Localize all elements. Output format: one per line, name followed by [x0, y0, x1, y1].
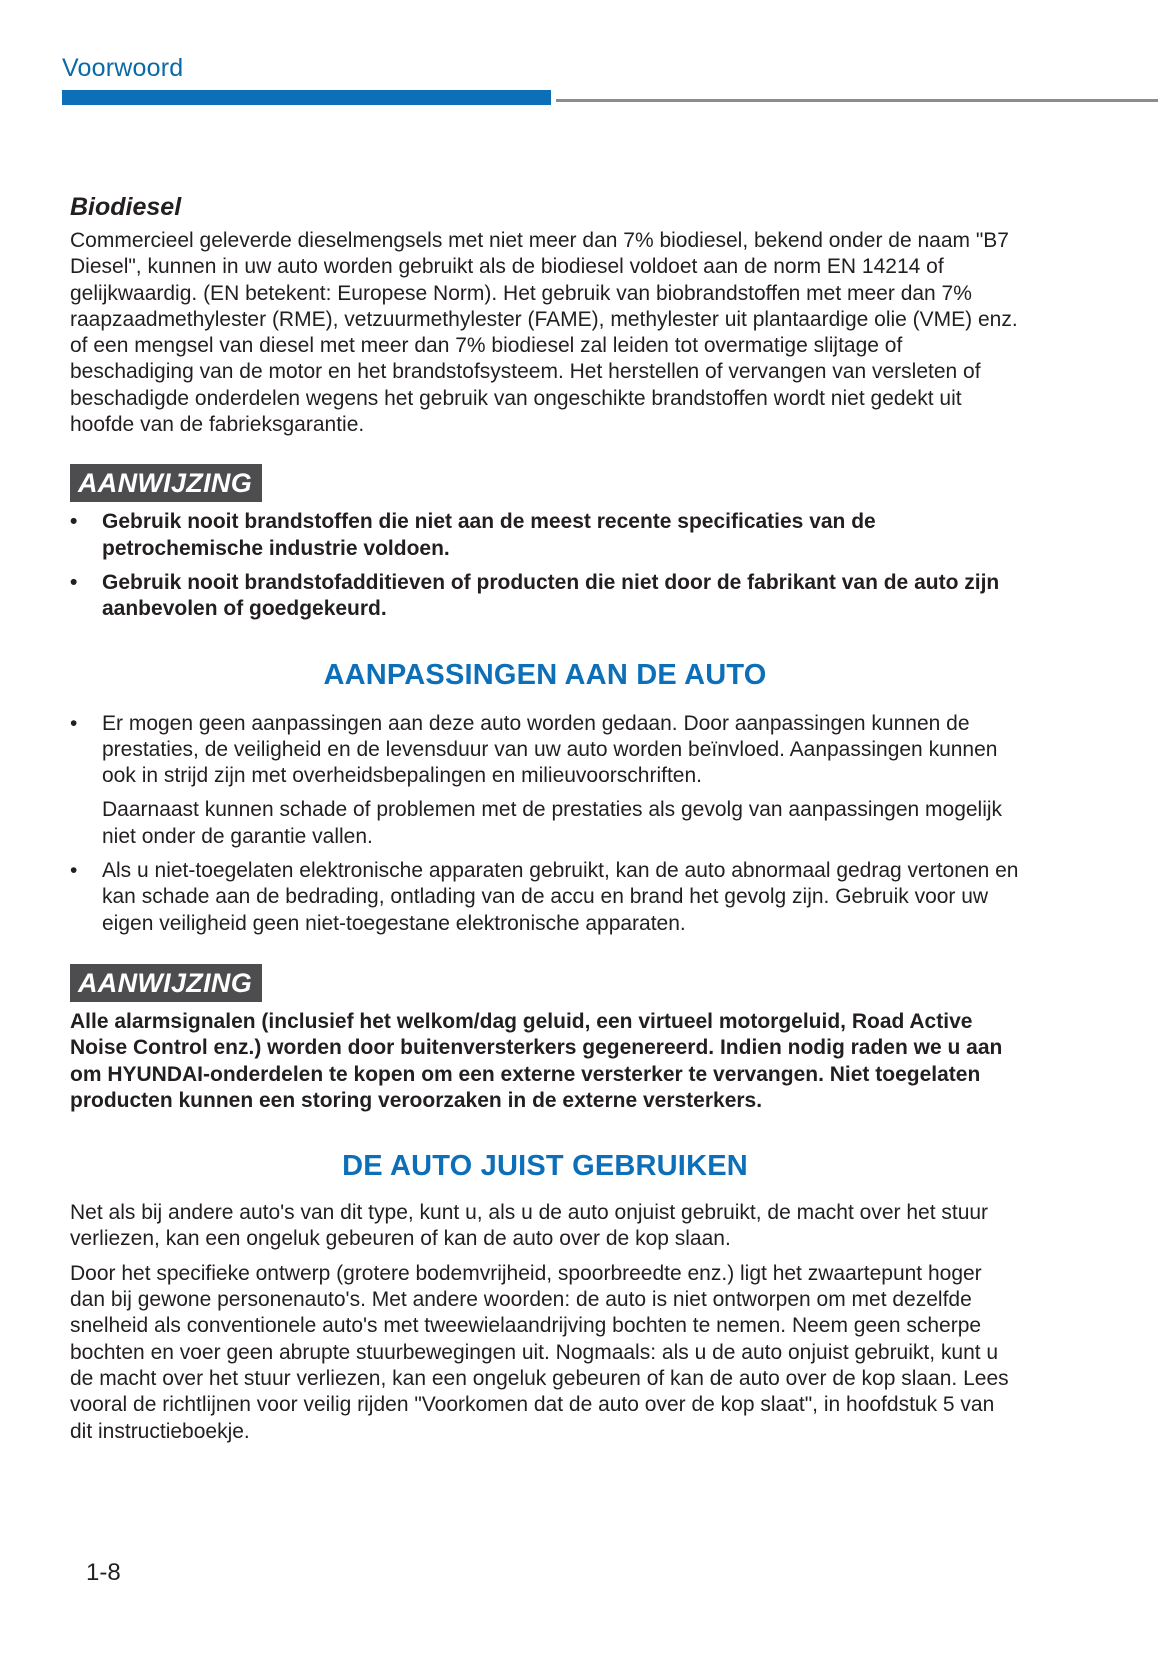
proper-use-paragraph-1: Net als bij andere auto's van dit type, kunt u, als u de auto onjuist gebruikt, de macht over het stuur verliezen, kan een ongeluk gebeuren of kan de auto over de kop slaan. [70, 1201, 989, 1251]
list-item-text: Er mogen geen aanpassingen aan deze auto worden gedaan. Door aanpassingen kunnen de prestaties, de veiligheid en de levensduur van uw auto worden beïnvloed. Aanpassingen kunnen ook in strijd zijn met overheidsbepalingen en milieuvoorschriften. [102, 711, 998, 788]
page-content [70, 192, 1020, 1445]
note-block-fuel [70, 464, 1020, 622]
bullet-icon: • [70, 711, 78, 735]
note-list-item [70, 509, 1020, 562]
list-item [70, 858, 1020, 937]
note-body: Alle alarmsignalen (inclusief het welkom/dag geluid, een virtueel motorgeluid, Road Active Noise Control enz.) worden door buitenversterkers gegenereerd. Indien nodig raden we u aan om HYUNDAI-onderdelen te kopen om een externe versterker te vervangen. Niet toegelaten producten kunnen een storing veroorzaken in de externe versterkers. [70, 1009, 1003, 1112]
biodiesel-section [70, 192, 1020, 438]
section-heading-proper-use: DE AUTO JUIST GEBRUIKEN [342, 1150, 748, 1183]
bullet-icon: • [70, 570, 78, 594]
bullet-icon: • [70, 510, 78, 534]
note-badge: AANWIJZING [70, 964, 262, 1002]
note-list-item [70, 570, 1020, 623]
biodiesel-heading: Biodiesel [70, 193, 182, 221]
note-list [70, 509, 1020, 622]
section-header-title: Voorwoord [62, 54, 184, 82]
biodiesel-body: Commercieel geleverde dieselmengsels met niet meer dan 7% biodiesel, bekend onder de naam "B7 Diesel", kunnen in uw auto worden gebruikt als de biodiesel voldoet aan de norm EN 14214 of gelijkwaardig. (EN betekent: Europese Norm). Het gebruik van biobrandstoffen met meer dan 7% raapzaadmethylester (RME), vetzuurmethylester (FAME), methylester uit plantaardige olie (VME) enz. of een mengsel van diesel met meer dan 7% biodiesel zal leiden tot overmatige slijtage of beschadiging van de motor en het brandstofsysteem. Het herstellen of vervangen van versleten of beschadigde onderdelen wegens het gebruik van ongeschikte brandstoffen wordt niet gedekt uit hoofde van de fabrieksgarantie. [70, 229, 1018, 437]
proper-use-paragraph-2: Door het specifieke ontwerp (grotere bodemvrijheid, spoorbreedte enz.) ligt het zwaartepunt hoger dan bij gewone personenauto's. Met andere woorden: de auto is niet ontworpen om met dezelfde snelheid als conventionele auto's met tweewielaandrijving bochten te nemen. Neem geen scherpe bochten en voer geen abrupte stuurbewegingen uit. Nogmaals: als u de auto onjuist gebruikt, kunt u de macht over het stuur verliezen, kan een ongeluk gebeuren of kan de auto over de kop slaan. Lees vooral de richtlijnen voor veilig rijden "Voorkomen dat de auto over de kop slaat", in hoofdstuk 5 van dit instructieboekje. [70, 1261, 1009, 1443]
section-heading-modifications: AANPASSINGEN AAN DE AUTO [323, 658, 767, 691]
header-rule-gray [556, 99, 1158, 102]
note-block-alarm [70, 964, 1020, 1114]
list-item-extra: Daarnaast kunnen schade of problemen met de prestaties als gevolg van aanpassingen mogelijk niet onder de garantie vallen. [102, 798, 1003, 848]
note-item-text: Gebruik nooit brandstoffen die niet aan de meest recente specificaties van de petrochemische industrie voldoen. [102, 510, 876, 560]
header-rule-accent [62, 90, 551, 105]
note-badge: AANWIJZING [70, 464, 262, 502]
modifications-list [70, 711, 1020, 937]
list-item-text: Als u niet-toegelaten elektronische apparaten gebruikt, kan de auto abnormaal gedrag vertonen en kan schade aan de bedrading, ontlading van de accu en brand het gevolg zijn. Gebruik voor uw eigen veiligheid geen niet-toegestane elektronische apparaten. [102, 859, 1019, 935]
list-item [70, 711, 1020, 850]
page-number: 1-8 [86, 1559, 121, 1586]
bullet-icon: • [70, 859, 78, 883]
note-item-text: Gebruik nooit brandstofadditieven of producten die niet door de fabrikant van de auto zijn aanbevolen of goedgekeurd. [102, 570, 1000, 621]
